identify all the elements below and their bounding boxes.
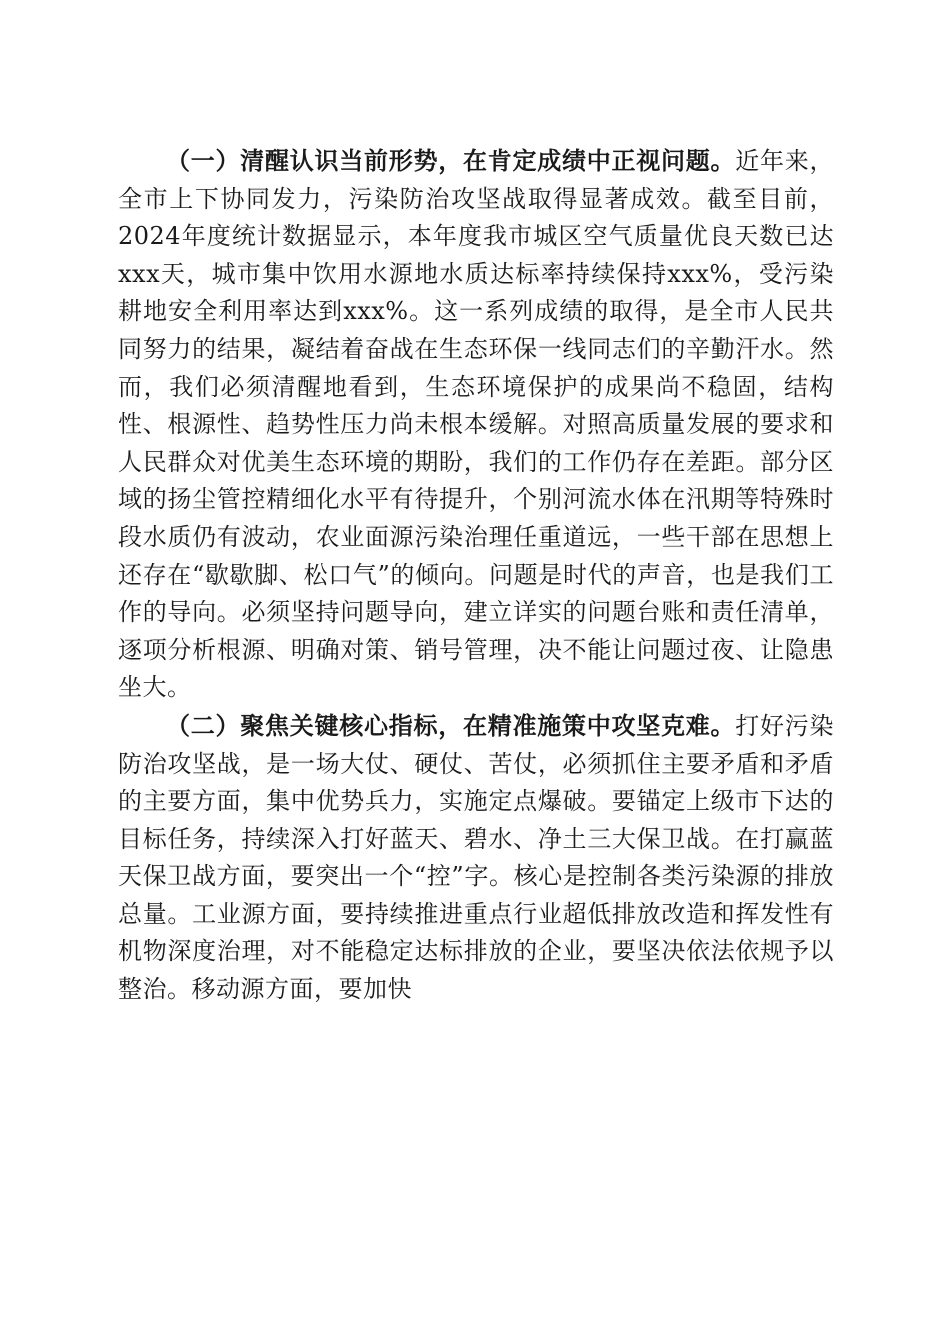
paragraph-2 (118, 707, 834, 1009)
paragraph-2-text: 打好污染防治攻坚战，是一场大仗、硬仗、苦仗，必须抓住主要矛盾和矛盾的主要方面，集中优势兵力，实施定点爆破。要锚定上级市下达的目标任务，持续深入打好蓝天、碧水、净土三大保卫战。在打赢蓝天保卫战方面，要突出一个“控”字。核心是控制各类污染源的排放总量。工业源方面，要持续推进重点行业超低排放改造和挥发性有机物深度治理，对不能稳定达标排放的企业，要坚决依法依规予以整治。移动源方面，要加快 (118, 711, 834, 1004)
paragraph-1 (118, 142, 834, 707)
paragraph-1-text: 近年来，全市上下协同发力，污染防治攻坚战取得显著成效。截至目前，2024年度统计数据显示，本年度我市城区空气质量优良天数已达xxx天，城市集中饮用水源地水质达标率持续保持xxx%，受污染耕地安全利用率达到xxx%。这一系列成绩的取得，是全市人民共同努力的结果，凝结着奋战在生态环保一线同志们的辛勤汗水。然而，我们必须清醒地看到，生态环境保护的成果尚不稳固，结构性、根源性、趋势性压力尚未根本缓解。对照高质量发展的要求和人民群众对优美生态环境的期盼，我们的工作仍存在差距。部分区域的扬尘管控精细化水平有待提升，个别河流水体在汛期等特殊时段水质仍有波动，农业面源污染治理任重道远，一些干部在思想上还存在“歇歇脚、松口气”的倾向。问题是时代的声音，也是我们工作的导向。必须坚持问题导向，建立详实的问题台账和责任清单，逐项分析根源、明确对策、销号管理，决不能让问题过夜、让隐患坐大。 (118, 147, 834, 702)
document-body (118, 142, 834, 1009)
paragraph-2-heading: （二）聚焦关键核心指标，在精准施策中攻坚克难。 (166, 710, 736, 740)
paragraph-1-heading: （一）清醒认识当前形势，在肯定成绩中正视问题。 (166, 146, 736, 175)
